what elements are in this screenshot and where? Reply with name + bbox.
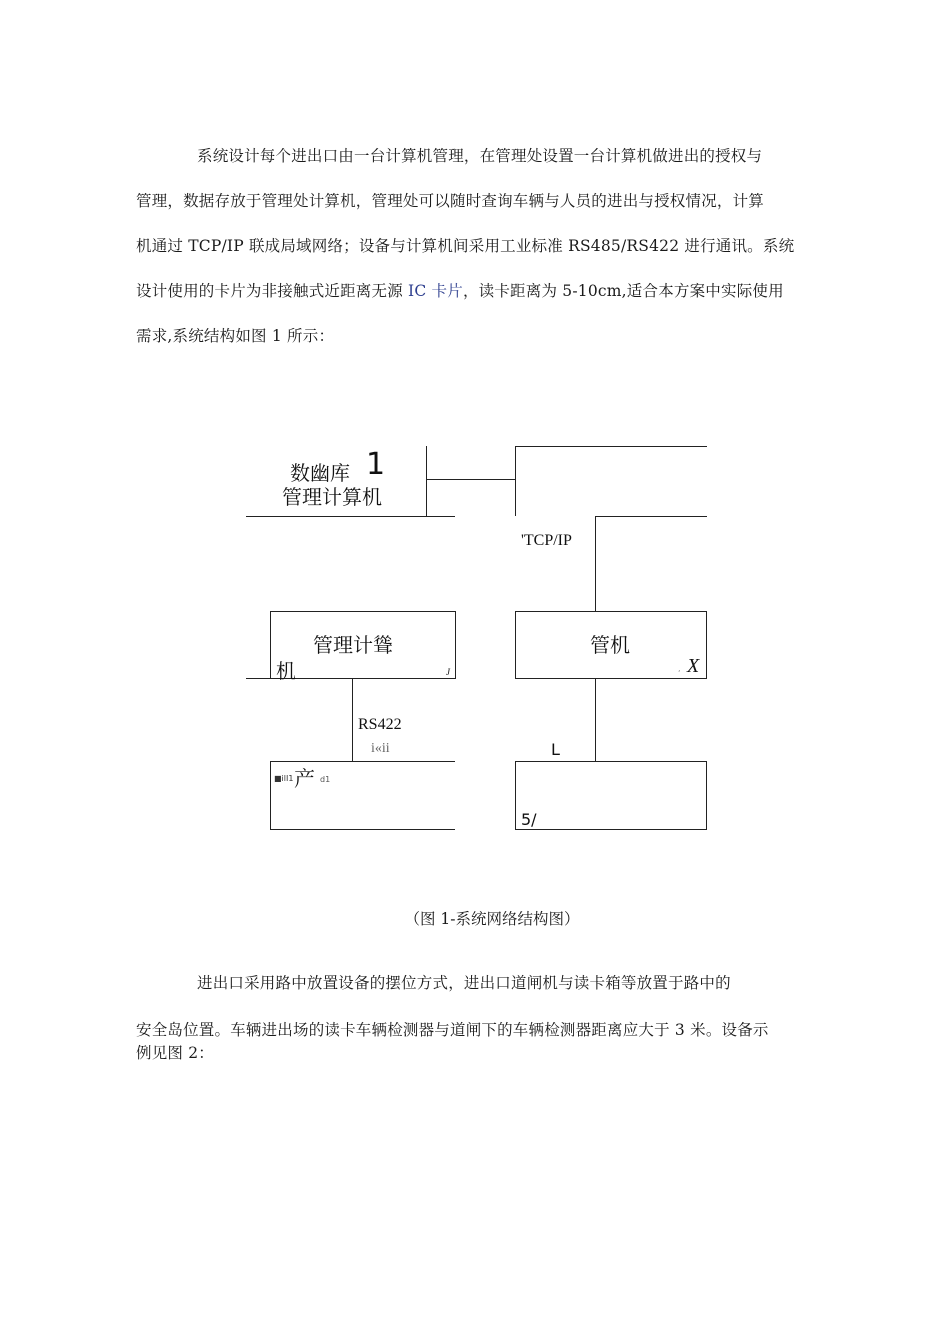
left-device-label: 产 — [294, 767, 315, 791]
right-pc-top-edge — [515, 611, 707, 612]
mgmt-pc-label: 管理计算机 — [282, 485, 382, 509]
right-link-label: L — [551, 740, 560, 759]
hub-top-edge — [515, 446, 707, 447]
intro-line: 系统设计每个进出口由一台计算机管理，在管理处设置一台计算机做进出的授权与 — [197, 147, 763, 165]
outro-line: 安全岛位置。车辆进出场的读卡车辆检测器与道闸下的车辆检测器距离应大于 3 米。设备示 — [136, 1021, 769, 1039]
right-device-top-edge — [515, 761, 707, 762]
left-pc-top-edge — [270, 611, 455, 612]
tcp-ip-label: 'TCP/IP — [521, 532, 572, 549]
right-link — [595, 678, 596, 761]
left-pc-left-edge — [270, 611, 271, 678]
intro-line-tail: ，读卡距离为 5-10cm,适合本方案中实际使用 — [462, 282, 784, 300]
db-link-line — [426, 479, 515, 480]
right-device-bottom-edge — [515, 829, 707, 830]
db-label: 数幽库 — [290, 461, 350, 485]
left-device-suffix: d1 — [320, 775, 331, 784]
db-number: 1 — [366, 447, 386, 482]
outro-paragraph — [136, 961, 816, 1066]
right-pc-left-edge — [515, 611, 516, 678]
right-pc-label: 管机 — [590, 633, 630, 657]
rs422-label: RS422 — [358, 716, 402, 733]
intro-line-text: 设计使用的卡片为非接触式近距离无源 — [136, 282, 409, 300]
hub-left-edge — [515, 446, 516, 516]
left-pc-right-edge — [455, 611, 456, 678]
intro-line: 机通过 TCP/IP 联成局域网络；设备与计算机间采用工业标准 RS485/RS422 进行通讯。系统 — [136, 237, 795, 255]
right-pc-x-mark: X — [687, 655, 700, 677]
right-device-right-edge — [706, 761, 707, 829]
hub-down-link — [595, 516, 596, 611]
figure-caption: （图 1-系统网络结构图） — [404, 910, 580, 928]
right-device-label: 5/ — [521, 810, 537, 829]
right-pc-right-edge — [706, 611, 707, 678]
left-device-left-edge — [270, 761, 271, 829]
intro-line: 需求,系统结构如图 1 所示： — [136, 327, 335, 345]
left-pc-label: 管理计聳 — [313, 633, 393, 657]
outro-line: 例见图 2： — [136, 1044, 214, 1062]
right-pc-bottom-edge — [515, 678, 707, 679]
rs422-sub-label: i«ii — [371, 741, 390, 756]
outro-line: 进出口采用路中放置设备的摆位方式，进出口道闸机与读卡箱等放置于路中的 — [197, 974, 731, 992]
left-pc-mark: J — [446, 667, 450, 677]
intro-line: 管理，数据存放于管理处计算机，管理处可以随时查询车辆与人员的进出与授权情况，计算 — [136, 192, 765, 210]
db-box-bottom-edge — [246, 516, 455, 517]
right-pc-small-mark: , — [678, 664, 681, 673]
left-pc-label-line2: 机 — [276, 659, 296, 683]
left-device-prefix: ■ilI1 — [274, 774, 294, 783]
db-box-right-edge — [426, 446, 427, 517]
left-device-bottom-edge — [270, 829, 455, 830]
right-device-left-edge — [515, 761, 516, 829]
ic-card-text: IC 卡片 — [408, 282, 463, 300]
hub-bottom-edge — [595, 516, 707, 517]
left-rs422-link — [352, 678, 353, 761]
left-device-top-edge — [270, 761, 455, 762]
